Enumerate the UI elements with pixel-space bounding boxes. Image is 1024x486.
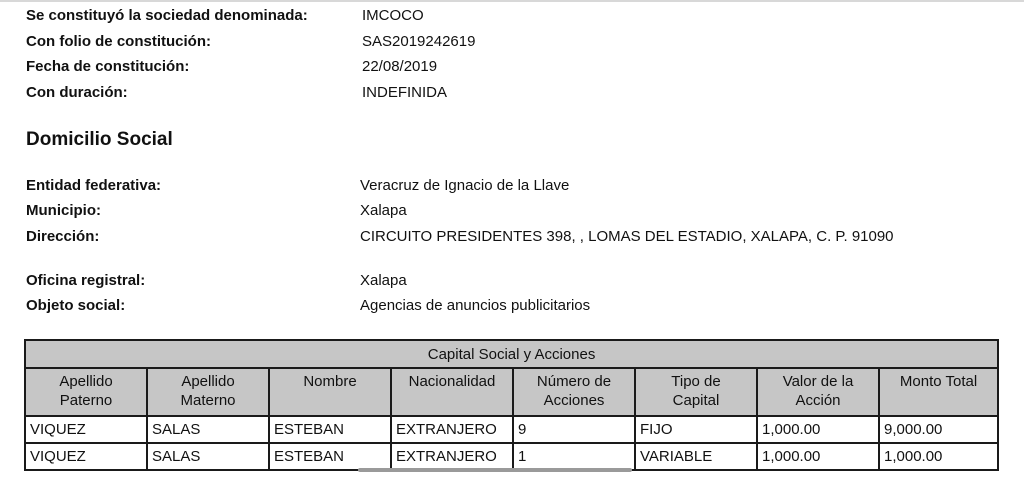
col-apellido-materno: Apellido Materno [147,368,269,416]
duracion-label: Con duración: [26,84,128,101]
direccion-row [0,226,1024,248]
col-nacionalidad: Nacionalidad [391,368,513,416]
cell-apellido-paterno: VIQUEZ [25,416,147,443]
objeto-row [0,295,1024,317]
horizontal-scrollbar[interactable] [358,468,632,472]
folio-value: SAS2019242619 [362,33,476,50]
top-divider [0,0,1024,2]
duracion-row [0,82,1024,104]
col-apellido-paterno: Apellido Paterno [25,368,147,416]
cell-tipo-capital: VARIABLE [635,443,757,470]
col-monto-total: Monto Total [879,368,998,416]
entidad-value: Veracruz de Ignacio de la Llave [360,177,570,194]
col-nombre: Nombre [269,368,391,416]
municipio-label: Municipio: [26,202,101,219]
cell-valor-accion: 1,000.00 [757,416,879,443]
direccion-value: CIRCUITO PRESIDENTES 398, , LOMAS DEL ESTADIO, XALAPA, C. P. 91090 [360,228,894,245]
cell-tipo-capital: FIJO [635,416,757,443]
objeto-value: Agencias de anuncios publicitarios [360,297,591,314]
duracion-value: INDEFINIDA [362,84,448,101]
municipio-row [0,200,1024,222]
company-name-label: Se constituyó la sociedad denominada: [26,7,308,24]
cell-apellido-paterno: VIQUEZ [25,443,147,470]
table-row [25,416,998,443]
cell-numero-acciones: 1 [513,443,635,470]
oficina-row [0,270,1024,292]
cell-valor-accion: 1,000.00 [757,443,879,470]
cell-apellido-materno: SALAS [147,443,269,470]
folio-row [0,31,1024,53]
entidad-row [0,175,1024,197]
cell-numero-acciones: 9 [513,416,635,443]
capital-table [24,339,999,471]
col-valor-accion: Valor de la Acción [757,368,879,416]
cell-nacionalidad: EXTRANJERO [391,416,513,443]
company-name-row [0,5,1024,27]
capital-table-caption: Capital Social y Acciones [25,340,998,368]
cell-nacionalidad: EXTRANJERO [391,443,513,470]
company-name-value: IMCOCO [362,7,424,24]
table-row [25,443,998,470]
oficina-value: Xalapa [360,272,407,289]
fecha-value: 22/08/2019 [362,58,438,75]
cell-nombre: ESTEBAN [269,443,391,470]
cell-monto-total: 9,000.00 [879,416,998,443]
fecha-label: Fecha de constitución: [26,58,190,75]
objeto-label: Objeto social: [26,297,126,314]
entidad-label: Entidad federativa: [26,177,162,194]
col-numero-acciones: Número de Acciones [513,368,635,416]
municipio-value: Xalapa [360,202,407,219]
fecha-row [0,56,1024,78]
oficina-label: Oficina registral: [26,272,146,289]
cell-monto-total: 1,000.00 [879,443,998,470]
cell-apellido-materno: SALAS [147,416,269,443]
direccion-label: Dirección: [26,228,100,245]
folio-label: Con folio de constitución: [26,33,211,50]
col-tipo-capital: Tipo de Capital [635,368,757,416]
domicilio-title: Domicilio Social [26,129,173,150]
cell-nombre: ESTEBAN [269,416,391,443]
